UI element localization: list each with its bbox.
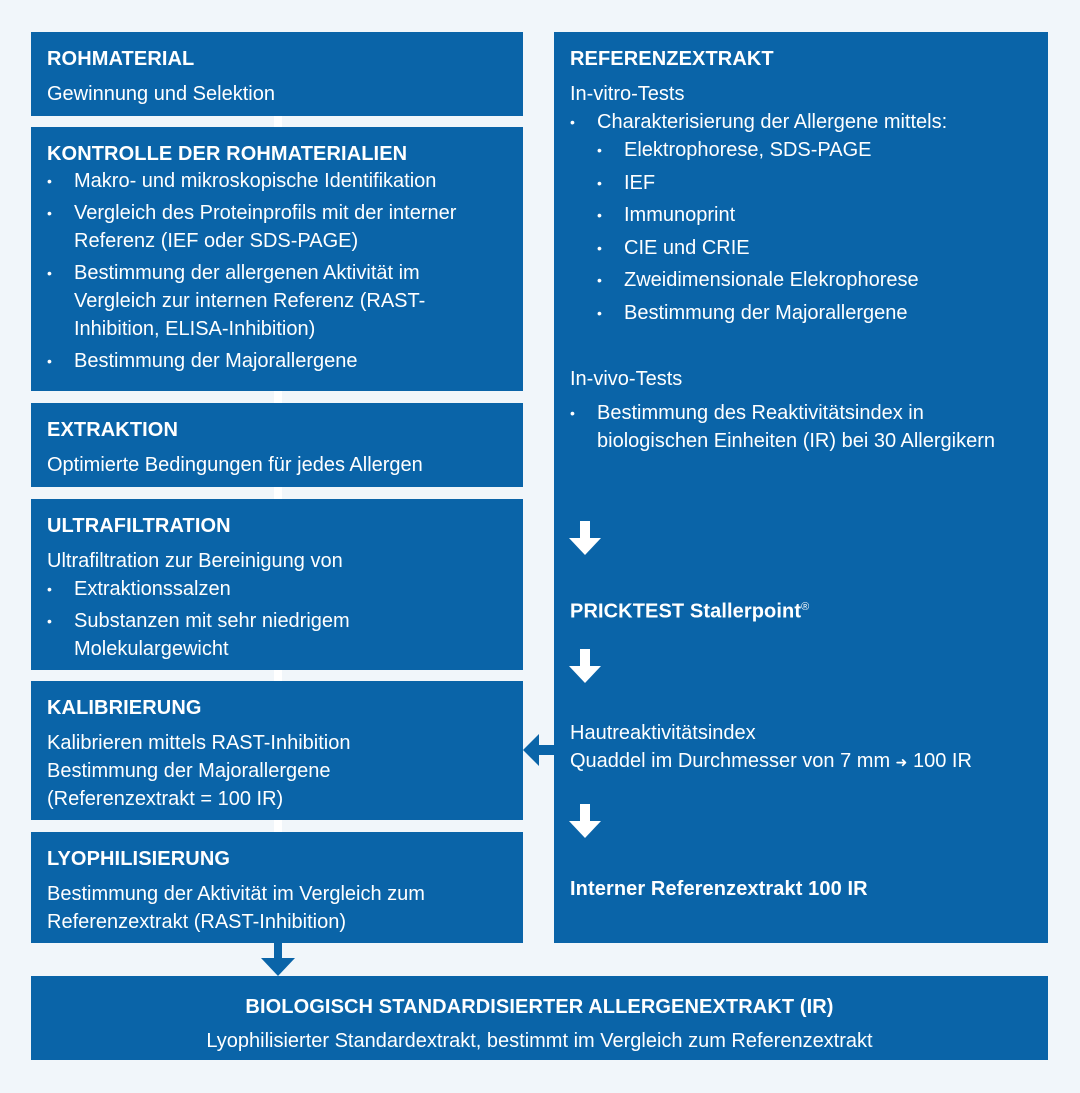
arrow-down-icon [261,943,295,976]
connector-3 [274,487,282,499]
rohmaterial-title: ROHMATERIAL [47,48,195,70]
hautreaktivitaet-line1: Hautreaktivitätsindex [570,722,756,744]
rohmaterial-box [31,32,523,116]
arrow-down-icon [569,804,601,838]
list-item: • Substanzen mit sehr niedrigem Molekulargewicht [47,607,507,663]
interner-referenzextrakt: Interner Referenzextrakt 100 IR [570,878,868,900]
hautreaktivitaet-line2 [570,747,972,776]
quaddel-text: Quaddel im Durchmesser von 7 mm [570,750,891,772]
list-item: • Bestimmung des Reaktivitätsindex in biologischen Einheiten (IR) bei 30 Allergikern [570,399,1032,455]
ultrafiltration-list [47,575,507,663]
arrow-down-icon [569,649,601,683]
final-title: BIOLOGISCH STANDARDISIERTER ALLERGENEXTRAKT (IR) [245,996,834,1018]
invivo-label: In-vivo-Tests [570,367,683,390]
list-item: • Bestimmung der Majorallergene [47,347,507,375]
connector-4 [274,670,282,681]
ir-value: 100 IR [912,750,972,772]
extraktion-text: Optimierte Bedingungen für jedes Allergen [47,454,423,476]
list-item: • Extraktionssalzen [47,575,507,603]
list-item: • Makro- und mikroskopische Identifikation [47,167,507,195]
extraktion-title: EXTRAKTION [47,419,178,441]
ultrafiltration-title: ULTRAFILTRATION [47,515,231,537]
referenzextrakt-title: REFERENZEXTRAKT [570,48,774,70]
list-item: • Vergleich des Proteinprofils mit der interner Referenz (IEF oder SDS-PAGE) [47,199,507,255]
invitro-list [570,108,1032,327]
kontrolle-list [47,167,507,375]
final-box [31,976,1048,1060]
kalibrierung-box [31,681,523,820]
registered-mark: ® [801,601,810,613]
kalibrierung-line: Bestimmung der Majorallergene [47,760,331,782]
kalibrierung-line: Kalibrieren mittels RAST-Inhibition [47,732,351,754]
ultrafiltration-box [31,499,523,670]
referenzextrakt-box [554,32,1048,943]
connector-5 [274,820,282,832]
lyophilisierung-box [31,832,523,943]
kalibrierung-title: KALIBRIERUNG [47,697,202,719]
list-item: • Bestimmung der Majorallergene [597,299,1032,327]
kontrolle-title: KONTROLLE DER ROHMATERIALIEN [47,143,408,165]
list-item: • IEF [597,169,1032,197]
invitro-label: In-vitro-Tests [570,83,685,105]
connector-1 [274,116,282,127]
invivo-list [570,399,1032,455]
kalibrierung-line: (Referenzextrakt = 100 IR) [47,788,284,810]
list-item: • Elektrophorese, SDS-PAGE [597,136,1032,164]
lyophilisierung-title: LYOPHILISIERUNG [47,848,231,870]
small-arrow-right-icon: ➜ [895,754,908,770]
lyophilisierung-text: Bestimmung der Aktivität im Vergleich zum Referenzextrakt (RAST-Inhibition) [47,883,425,933]
ultrafiltration-text: Ultrafiltration zur Bereinigung von [47,550,343,572]
final-text: Lyophilisierter Standardextrakt, bestimmt im Vergleich zum Referenzextrakt [206,1030,873,1052]
list-item: • Bestimmung der allergenen Aktivität im Vergleich zur internen Referenz (RAST-Inhibition, ELISA-Inhibition) [47,259,507,343]
list-item: • Immunoprint [597,201,1032,229]
connector-2 [274,391,282,403]
pricktest-label [570,594,809,625]
arrow-left-icon [523,734,555,766]
arrow-down-icon [569,521,601,555]
rohmaterial-text: Gewinnung und Selektion [47,83,275,105]
list-item: • Zweidimensionale Elekrophorese [597,266,1032,294]
invitro-item: Charakterisierung der Allergene mittels: [597,111,948,133]
list-item [570,108,1032,327]
pricktest-text: PRICKTEST Stallerpoint [570,600,802,623]
kontrolle-box [31,127,523,391]
extraktion-box [31,403,523,487]
list-item: • CIE und CRIE [597,234,1032,262]
invitro-sublist [597,136,1032,327]
